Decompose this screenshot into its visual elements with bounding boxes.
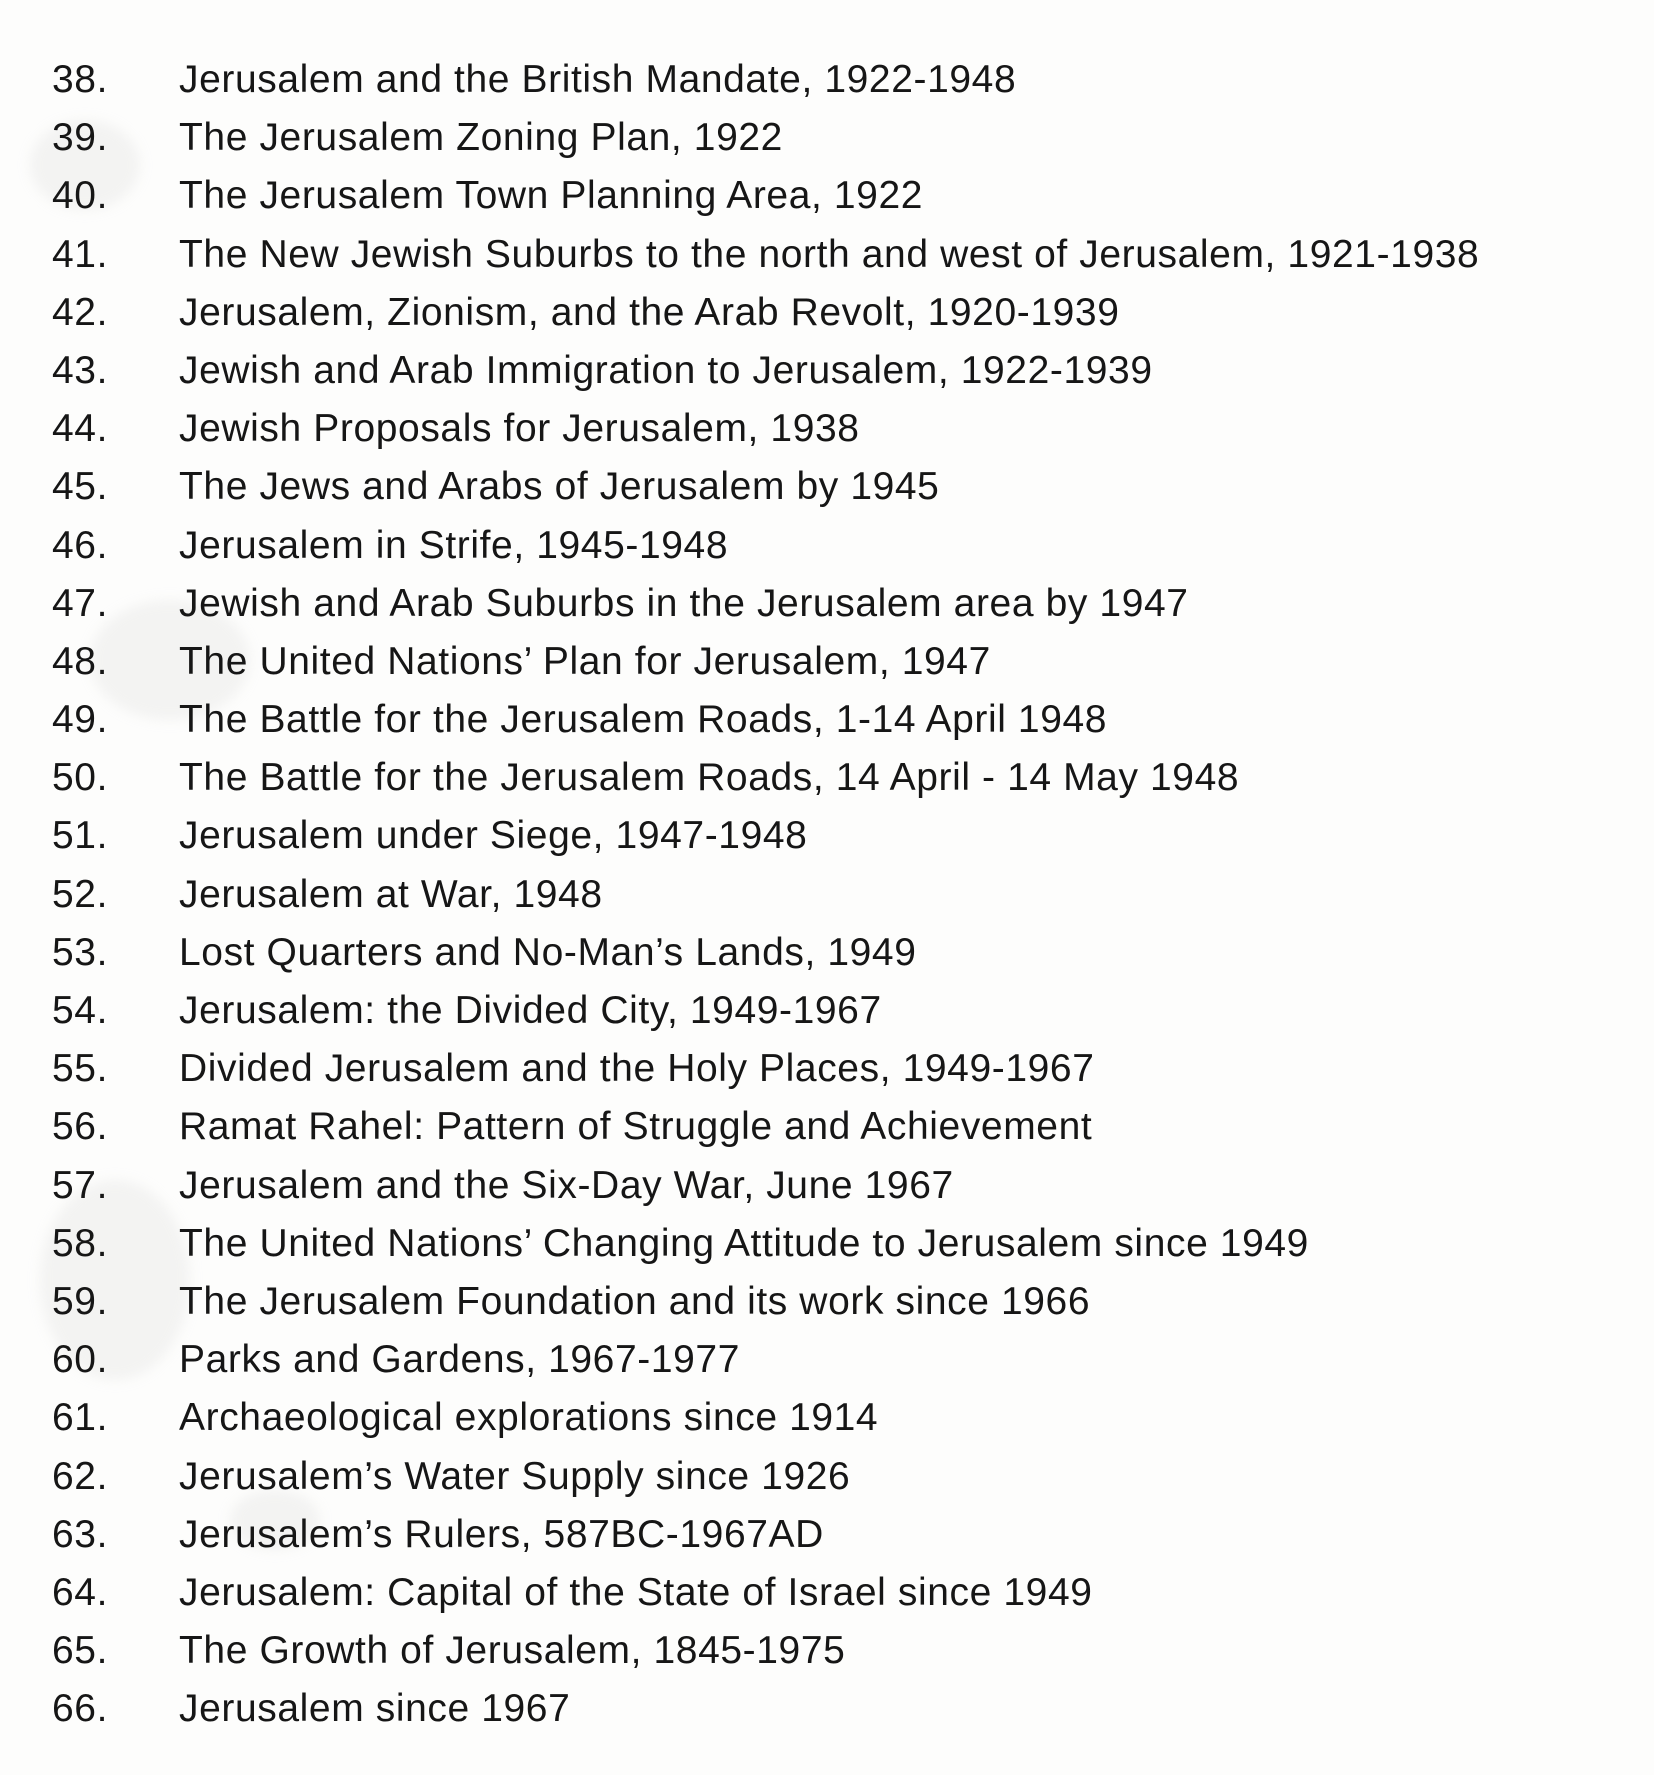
toc-entry-title: Jerusalem since 1967 xyxy=(179,1687,571,1731)
toc-entry xyxy=(52,1629,1479,1687)
toc-entry xyxy=(52,1513,1479,1571)
toc-entry xyxy=(52,291,1479,349)
toc-entry xyxy=(52,1338,1479,1396)
toc-entry-number: 42. xyxy=(52,290,109,334)
toc-entry-number: 50. xyxy=(52,756,109,800)
toc-entry-number: 41. xyxy=(52,232,109,276)
toc-entry xyxy=(52,698,1479,756)
toc-entry xyxy=(52,814,1479,872)
toc-entry xyxy=(52,1047,1479,1105)
toc-entry-number: 57. xyxy=(52,1163,109,1207)
toc-entry-title: Jerusalem in Strife, 1945-1948 xyxy=(179,523,729,567)
toc-entry-title: Parks and Gardens, 1967-1977 xyxy=(179,1338,740,1382)
toc-entry-number: 58. xyxy=(52,1221,109,1265)
toc-entry-number: 65. xyxy=(52,1629,109,1673)
toc-entry-number: 59. xyxy=(52,1279,109,1323)
toc-entry-title: Lost Quarters and No-Man’s Lands, 1949 xyxy=(179,930,917,974)
toc-entry-number: 61. xyxy=(52,1396,109,1440)
toc-entry-number: 53. xyxy=(52,930,109,974)
toc-entry-number: 64. xyxy=(52,1570,109,1614)
toc-entry-title: Jerusalem: the Divided City, 1949-1967 xyxy=(179,989,882,1032)
toc-entry xyxy=(52,407,1479,465)
toc-entry-title: Jewish and Arab Suburbs in the Jerusalem area by 1947 xyxy=(179,581,1189,625)
toc-entry-number: 40. xyxy=(52,174,109,218)
toc-entry xyxy=(52,349,1479,407)
toc-entry-number: 55. xyxy=(52,1047,109,1091)
toc-entry-number: 46. xyxy=(52,523,109,567)
toc-entry-number: 49. xyxy=(52,698,109,742)
toc-entry-title: Jerusalem and the British Mandate, 1922-1948 xyxy=(179,58,1017,101)
toc-entry xyxy=(52,989,1479,1047)
toc-entry xyxy=(52,465,1479,523)
toc-entry xyxy=(52,582,1479,640)
toc-entry xyxy=(52,1571,1479,1629)
toc-entry-number: 48. xyxy=(52,639,109,683)
toc-entry-title: Jerusalem under Siege, 1947-1948 xyxy=(179,814,808,858)
toc-entry-title: The Growth of Jerusalem, 1845-1975 xyxy=(179,1629,846,1673)
toc-entry-title: Jerusalem: Capital of the State of Israel since 1949 xyxy=(179,1570,1093,1614)
toc-entry xyxy=(52,1396,1479,1454)
toc-entry-title: Jerusalem, Zionism, and the Arab Revolt, 1920-1939 xyxy=(179,290,1120,334)
toc-entry-title: Ramat Rahel: Pattern of Struggle and Achievement xyxy=(179,1105,1093,1149)
toc-entry-title: The United Nations’ Changing Attitude to Jerusalem since 1949 xyxy=(179,1221,1309,1265)
toc-entry xyxy=(52,640,1479,698)
toc-entry xyxy=(52,1222,1479,1280)
toc-entry xyxy=(52,174,1479,232)
toc-entry-number: 39. xyxy=(52,116,109,160)
toc-entry xyxy=(52,116,1479,174)
toc-entry-number: 56. xyxy=(52,1105,109,1149)
toc-entry-number: 52. xyxy=(52,872,109,916)
toc-entry-title: Archaeological explorations since 1914 xyxy=(179,1396,879,1440)
toc-entry-number: 62. xyxy=(52,1454,109,1498)
toc-entry xyxy=(52,1455,1479,1513)
toc-entry xyxy=(52,756,1479,814)
toc-entry-number: 60. xyxy=(52,1338,109,1382)
toc-entry xyxy=(52,1280,1479,1338)
toc-entry-number: 38. xyxy=(52,58,109,101)
toc-entry xyxy=(52,524,1479,582)
toc-entry xyxy=(52,1164,1479,1222)
toc-entry-title: The Jerusalem Zoning Plan, 1922 xyxy=(179,116,783,160)
toc-entry xyxy=(52,1105,1479,1163)
toc-entry-number: 51. xyxy=(52,814,109,858)
toc-entry-number: 43. xyxy=(52,348,109,392)
toc-entry-number: 66. xyxy=(52,1687,109,1731)
toc-entry-number: 47. xyxy=(52,581,109,625)
toc-entry-number: 44. xyxy=(52,407,109,451)
toc-entry-title: The Battle for the Jerusalem Roads, 14 April - 14 May 1948 xyxy=(179,756,1240,800)
toc-entry xyxy=(52,58,1479,116)
toc-entry-number: 45. xyxy=(52,465,109,509)
toc-entry xyxy=(52,931,1479,989)
toc-entry-title: Jerusalem’s Rulers, 587BC-1967AD xyxy=(179,1512,824,1556)
toc-entry xyxy=(52,233,1479,291)
toc-entry-title: The Jews and Arabs of Jerusalem by 1945 xyxy=(179,465,940,509)
toc-entry-title: Jewish and Arab Immigration to Jerusalem, 1922-1939 xyxy=(179,348,1153,392)
toc-entry xyxy=(52,1687,1479,1745)
toc-entry-number: 63. xyxy=(52,1512,109,1556)
toc-entry-title: The Jerusalem Town Planning Area, 1922 xyxy=(179,174,924,218)
toc-entry-title: The United Nations’ Plan for Jerusalem, 1947 xyxy=(179,639,991,683)
toc-entry-title: The Jerusalem Foundation and its work since 1966 xyxy=(179,1279,1091,1323)
toc-entry-title: Divided Jerusalem and the Holy Places, 1949-1967 xyxy=(179,1047,1095,1091)
toc-entry-title: The New Jewish Suburbs to the north and west of Jerusalem, 1921-1938 xyxy=(179,232,1480,276)
toc-entry-title: Jewish Proposals for Jerusalem, 1938 xyxy=(179,407,860,451)
table-of-contents-list xyxy=(52,58,1479,1745)
toc-entry-title: Jerusalem at War, 1948 xyxy=(179,872,603,916)
toc-entry-title: Jerusalem and the Six-Day War, June 1967 xyxy=(179,1163,954,1207)
toc-entry-number: 54. xyxy=(52,989,109,1032)
toc-entry-title: The Battle for the Jerusalem Roads, 1-14 April 1948 xyxy=(179,698,1108,742)
toc-entry-title: Jerusalem’s Water Supply since 1926 xyxy=(179,1454,851,1498)
toc-entry xyxy=(52,873,1479,931)
